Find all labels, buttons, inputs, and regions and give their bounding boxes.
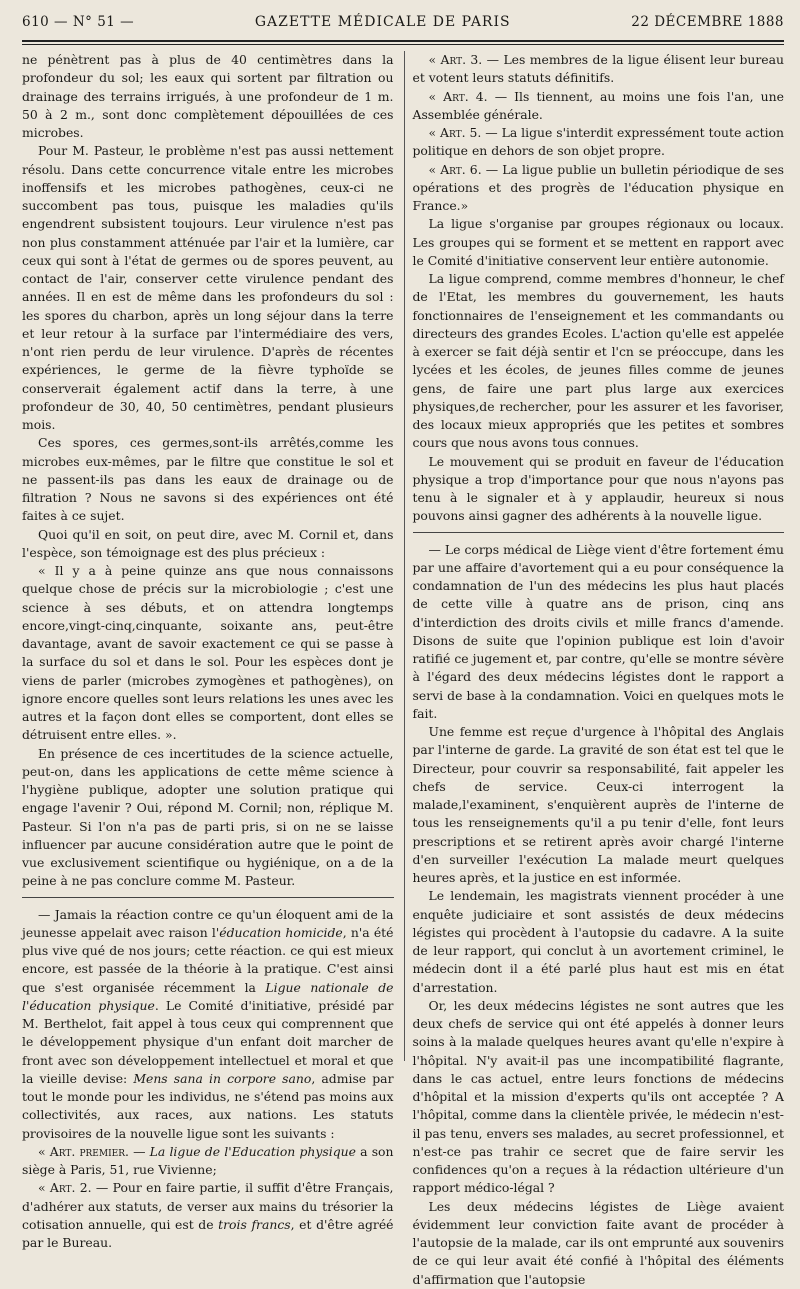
issue-date: 22 DÉCEMBRE 1888 bbox=[631, 14, 784, 30]
text-columns bbox=[22, 51, 784, 1287]
quotation: « Il y a à peine quinze ans que nous connaissons quelque chose de précis sur la microbiologie ; c'est une science à ses débuts, et on attendra longtemps encore,vingt-cinq,cinquante, soixante ans, peut-être davantage, avant de savoir exactement ce qui se passe à la surface du sol et dans le sol. Pour les espèces dont je viens de parler (microbes zymogènes et pathogènes), on ignore encore quelles sont leurs relations les unes avec les autres et la façon dont elles se comportent, dont elles se détruisent entre elles. ». bbox=[22, 563, 394, 743]
section-separator bbox=[413, 532, 785, 533]
paragraph: Une femme est reçue d'urgence à l'hôpital des Anglais par l'interne de garde. La gravité de son état est tel que le Directeur, pour couvrir sa responsabilité, fait appeler les chefs de service. Ceux-ci interrogent la malade,l'examinent, s'enquièrent auprès de l'interne de tous les renseignements qu'il a pu tenir d'elle, font leurs prescriptions et se retirent après avoir chargé l'interne d'en surveiller l'exécution La malade meurt quelques heures après, et la justice en est informée. bbox=[412, 724, 784, 885]
paragraph: Ces spores, ces germes,sont-ils arrêtés,comme les microbes eux-mêmes, par le filtre que constitue le sol et ne passent-ils pas dans les eaux de drainage ou de filtration ? Nous ne savons si des expériences ont été faites à ce sujet. bbox=[22, 435, 394, 524]
paragraph: Pour M. Pasteur, le problème n'est pas aussi nettement résolu. Dans cette concurrence vitale entre les microbes inoffensifs et les microbes pathogènes, ceux-ci ne succombent pas tous, puisque les maladies qu'ils engendrent subsistent toujours. Leur virulence n'est pas non plus constamment atténuée par l'air et la lumière, car ceux qui sont à l'état de germes ou de spores peuvent, au contact de l'air, conserver cette virulence pendant des années. Il en est de même dans les profondeurs du sol : les spores du charbon, après un long séjour dans la terre et leur retour à la surface par l'intermédiaire des vers, n'ont rien perdu de leur virulence. D'après de récentes expériences, le germe de la fièvre typhoïde se conserverait également actif dans la terre, à une profondeur de 30, 40, 50 centimètres, pendant plusieurs mois. bbox=[22, 143, 394, 432]
article-5: « Art. 5. — La ligue s'interdit expressément toute action politique en dehors de son objet propre. bbox=[412, 125, 784, 159]
section-separator bbox=[22, 897, 394, 898]
article-1: « Art. premier. — La ligue de l'Education physique a son siège à Paris, 51, rue Vivienne; bbox=[22, 1143, 394, 1177]
header-rule bbox=[22, 40, 784, 42]
paragraph: La ligue comprend, comme membres d'honneur, le chef de l'Etat, les membres du gouvernement, les hauts fonctionnaires de l'enseignement et les commandants ou directeurs des grandes Ecoles. L'action qu'elle est appelée à exercer se fait déjà sentir et l'cn se préoccupe, dans les lycées et les écoles, de jeunes filles comme de jeunes gens, de faire une part plus large aux exercices physiques,de rechercher, pour les assurer et les favoriser, des locaux mieux appropriés que les petites et sombres cours que nous avons tous connues. bbox=[412, 271, 784, 451]
page-number: 610 — N° 51 — bbox=[22, 14, 135, 30]
paragraph-liege: — Le corps médical de Liège vient d'être fortement ému par une affaire d'avortement qui a eu pour conséquence la condamnation de l'un des médecins les plus haut placés de cette ville à quatre ans de prison, cinq ans d'interdiction des droits civils et mille francs d'amende. Disons de suite que l'opinion publique est loin d'avoir ratifié ce jugement et, par contre, qu'elle se montre sévère à l'égard des deux médecins légistes dont le rapport a servi de base à la condamnation. Voici en quelques mots le fait. bbox=[412, 541, 784, 721]
paragraph: Le mouvement qui se produit en faveur de l'éducation physique a trop d'importance pour que nous n'ayons pas tenu à le signaler et à y applaudir, heureux si nous pouvons ainsi gagner des adhérents à la nouvelle ligue. bbox=[412, 453, 784, 524]
article-4: « Art. 4. — Ils tiennent, au moins une fois l'an, une Assemblée générale. bbox=[412, 88, 784, 122]
paragraph: Quoi qu'il en soit, on peut dire, avec M. Cornil et, dans l'espèce, son témoignage est des plus précieux : bbox=[22, 526, 394, 560]
paragraph: La ligue s'organise par groupes régionaux ou locaux. Les groupes qui se forment et se mettent en rapport avec le Comité d'initiative conservent leur entière autonomie. bbox=[412, 216, 784, 268]
paragraph: Le lendemain, les magistrats viennent procéder à une enquête judiciaire et sont assistés de deux médecins légistes qui procèdent à l'autopsie du cadavre. A la suite de leur rapport, qui conclut à un avortement criminel, le médecin dont il a été parlé plus haut est mis en état d'arrestation. bbox=[412, 888, 784, 995]
journal-title: GAZETTE MÉDICALE DE PARIS bbox=[254, 14, 511, 30]
paragraph: Les deux médecins légistes de Liège avaient évidemment leur conviction faite avant de procéder à l'autopsie de la malade, car ils ont emprunté aux souvenirs de ce qui leur avait été confié à l'hôpital des éléments d'affirmation que l'autopsie bbox=[412, 1198, 784, 1287]
paragraph-ligue: — Jamais la réaction contre ce qu'un éloquent ami de la jeunesse appelait avec raison l'éducation homicide, n'a été plus vive qué de nos jours; cette réaction. ce qui est mieux encore, est passée de la théorie à la pratique. C'est ainsi que s'est organisée récemment la Ligue nationale de l'éducation physique. Le Comité d'initiative, présidé par M. Berthelot, fait appel à tous ceux qui comprennent que le développement physique d'un enfant doit marcher de front avec son développement intellectuel et moral et que la vieille devise: Mens sana in corpore sano, admise par tout le monde pour les individus, ne s'étend pas moins aux collectivités, aux races, aux nations. Les statuts provisoires de la nouvelle ligue sont les suivants : bbox=[22, 906, 394, 1141]
right-column bbox=[404, 51, 785, 1287]
article-3: « Art. 3. — Les membres de la ligue élisent leur bureau et votent leurs statuts définitifs. bbox=[412, 52, 784, 86]
running-header bbox=[22, 14, 784, 36]
article-2: « Art. 2. — Pour en faire partie, il suffit d'être Français, d'adhérer aux statuts, de verser aux mains du trésorier la cotisation annuelle, qui est de trois francs, et d'être agréé par le Bureau. bbox=[22, 1180, 394, 1250]
article-6: « Art. 6. — La ligue publie un bulletin périodique de ses opérations et des progrès de l'éducation physique en France.» bbox=[412, 161, 784, 213]
paragraph: ne pénètrent pas à plus de 40 centimètres dans la profondeur du sol; les eaux qui sortent par filtration ou drainage des terrains irrigués, à une profondeur de 1 m. 50 à 2 m., sont donc complètement dépouillées de ces microbes. bbox=[22, 52, 394, 140]
paragraph: Or, les deux médecins légistes ne sont autres que les deux chefs de service qui ont été appelés à donner leurs soins à la malade quelques heures avant qu'elle n'expire à l'hôpital. N'y avait-il pas une incompatibilité flagrante, dans le cas actuel, entre leurs fonctions de médecins d'hôpital et la mission d'experts qu'ils ont acceptée ? A l'hôpital, comme dans la clientèle privée, le médecin n'est-il pas tenu, envers ses malades, au secret professionnel, et n'est-ce pas trahir ce secret que de faire servir les confidences qu'on a reçues à la rédaction ultérieure d'un rapport médico-légal ? bbox=[412, 997, 784, 1196]
paragraph: En présence de ces incertitudes de la science actuelle, peut-on, dans les applications de cette même science à l'hygiène publique, adopter une solution pratique qui engage l'avenir ? Oui, répond M. Cornil; non, réplique M. Pasteur. Si l'on n'a pas de parti pris, si on ne se laisse influencer par aucune considération autre que le point de vue exclusivement scientifique ou hygiénique, on a de la peine à ne pas conclure comme M. Pasteur. bbox=[22, 745, 394, 889]
left-column bbox=[22, 51, 394, 1250]
header-rule-thin bbox=[22, 44, 784, 45]
